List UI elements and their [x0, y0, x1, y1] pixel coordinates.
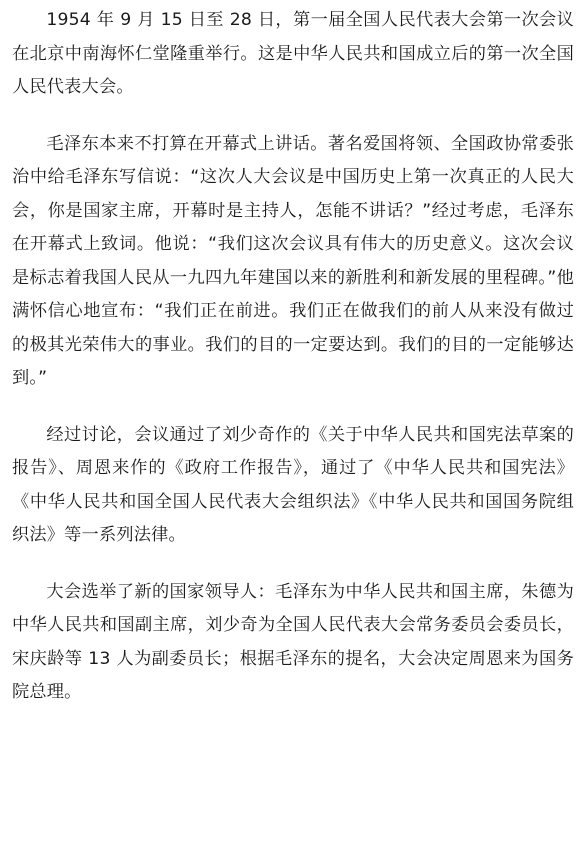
article-body [12, 4, 574, 733]
paragraph-congress-opening: 1954 年 9 月 15 日至 28 日，第一届全国人民代表大会第一次会议在北京中南海怀仁堂隆重举行。这是中华人民共和国成立后的第一次全国人民代表大会。 [12, 10, 574, 97]
paragraph-laws-passed: 经过讨论，会议通过了刘少奇作的《关于中华人民共和国宪法草案的报告》、周恩来作的《政府工作报告》，通过了《中华人民共和国宪法》《中华人民共和国全国人民代表大会组织法》《中华人民共和国国务院组织法》等一系列法律。 [12, 424, 574, 545]
paragraph-leaders-elected: 大会选举了新的国家领导人：毛泽东为中华人民共和国主席，朱德为中华人民共和国副主席，刘少奇为全国人民代表大会常务委员会委员长，宋庆龄等 13 人为副委员长；根据毛泽东的提名，大会决定周恩来为国务院总理。 [12, 581, 574, 702]
paragraph-opening-speech: 毛泽东本来不打算在开幕式上讲话。著名爱国将领、全国政协常委张治中给毛泽东写信说：“这次人大会议是中国历史上第一次真正的人民大会，你是国家主席，开幕时是主持人，怎能不讲话？”经过考虑，毛泽东在开幕式上致词。他说：“我们这次会议具有伟大的历史意义。这次会议是标志着我国人民从一九四九年建国以来的新胜利和新发展的里程碑。”他满怀信心地宣布：“我们正在前进。我们正在做我们的前人从来没有做过的极其光荣伟大的事业。我们的目的一定要达到。我们的目的一定能够达到。” [12, 133, 574, 388]
